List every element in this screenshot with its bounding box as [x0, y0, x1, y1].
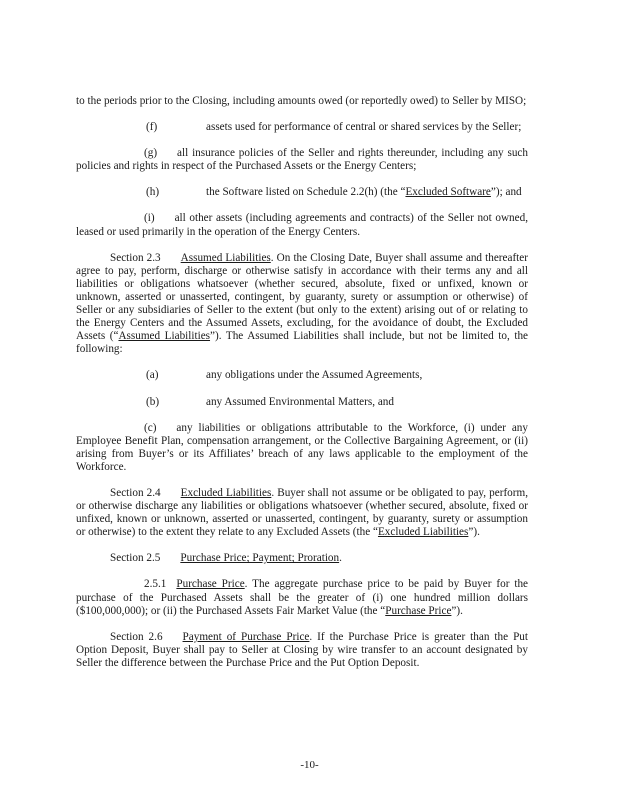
list-item-a: [76, 369, 528, 382]
continuation-paragraph: to the periods prior to the Closing, including amounts owed (or reportedly owed) to Seller by MISO;: [76, 95, 527, 107]
list-item-b: [76, 396, 528, 409]
defined-term: Excluded Software: [405, 186, 491, 199]
section-heading: Purchase Price; Payment; Proration: [180, 552, 340, 565]
section-number: Section 2.5: [110, 552, 161, 565]
list-item-h: [76, 186, 528, 199]
section-number: Section 2.6: [110, 630, 163, 643]
section-2-5: Section 2.5 Purchase Price; Payment; Proration.: [110, 552, 342, 565]
item-label: (i): [144, 212, 155, 225]
document-page: [76, 95, 528, 683]
list-item-c: [76, 422, 528, 474]
list-item-i: [76, 212, 528, 238]
item-text: all insurance policies of the Seller and rights thereunder, including any such policies and rights in respect of the Purchased Assets or the Energy Centers;: [76, 147, 528, 173]
defined-term: Assumed Liabilities: [118, 330, 211, 343]
item-text: the Software listed on Schedule 2.2(h) (the “Excluded Software”); and: [206, 186, 522, 199]
section-number: Section 2.3: [110, 251, 161, 264]
list-item-f: [76, 121, 528, 134]
defined-term: Purchase Price: [385, 604, 452, 617]
section-heading: Purchase Price: [176, 578, 245, 591]
item-label: (a): [146, 369, 159, 382]
item-text: any liabilities or obligations attributable to the Workforce, (i) under any Employee Benefit Plan, compensation arrangement, or the Collective Bargaining Agreement, or (ii) arising from Buyer’s or its Affiliates’ breach of any laws applicable to the employment of the Workforce.: [76, 421, 528, 473]
section-number: Section 2.4: [110, 486, 161, 499]
list-item-g: [76, 147, 528, 173]
item-label: (c): [144, 421, 157, 434]
item-label: (b): [146, 395, 160, 408]
section-2-6: Section 2.6 Payment of Purchase Price. If the Purchase Price is greater than the Put Option Deposit, Buyer shall pay to Seller at Closing by wire transfer to an account designated by Seller the difference between the Purchase Price and the Put Option Deposit.: [76, 630, 529, 669]
section-heading: Payment of Purchase Price: [182, 630, 310, 643]
item-label: (f): [146, 121, 158, 134]
section-heading: Excluded Liabilities: [180, 486, 272, 499]
section-number: 2.5.1: [144, 578, 167, 591]
section-2-3: Section 2.3 Assumed Liabilities. On the Closing Date, Buyer shall assume and thereafter agree to pay, perform, discharge or otherwise satisfy in accordance with their terms any and all liabilities or obligations whatsoever (whether secured, absolute, fixed or unfixed, known or unknown, asserted or unasserted, contingent, by guaranty, surety or assumption or otherwise) of Seller or any subsidiaries of Seller to the extent (but only to the extent) arising out of or relating to the Energy Centers and the Assumed Assets, excluding, for the avoidance of doubt, the Excluded Assets (“Assumed Liabilities”). The Assumed Liabilities shall include, but not be limited to, the following:: [76, 251, 529, 356]
section-heading: Assumed Liabilities: [180, 251, 271, 264]
item-text: assets used for performance of central or shared services by the Seller;: [206, 121, 522, 134]
item-text: any Assumed Environmental Matters, and: [206, 395, 394, 408]
item-text: all other assets (including agreements and contracts) of the Seller not owned, leased or used primarily in the operation of the Energy Centers.: [76, 212, 528, 238]
page-number: -10-: [300, 759, 319, 771]
section-2-5-1: 2.5.1 Purchase Price. The aggregate purchase price to be paid by Buyer for the purchase of the Purchased Assets shall be the greater of (i) one hundred million dollars ($100,000,000); or (ii) the Purchased Assets Fair Market Value (the “Purchase Price”).: [76, 578, 528, 617]
item-text: any obligations under the Assumed Agreements,: [206, 369, 423, 382]
item-label: (g): [144, 147, 158, 160]
item-label: (h): [146, 186, 160, 199]
section-2-4: Section 2.4 Excluded Liabilities. Buyer shall not assume or be obligated to pay, perform, or otherwise discharge any liabilities or obligations whatsoever (whether secured, absolute, fixed or unfixed, known or unknown, asserted or unasserted, contingent, by guaranty, surety or assumption or otherwise) to the extent they relate to any Excluded Assets (the “Excluded Liabilities”).: [76, 486, 528, 539]
defined-term: Excluded Liabilities: [377, 526, 469, 539]
